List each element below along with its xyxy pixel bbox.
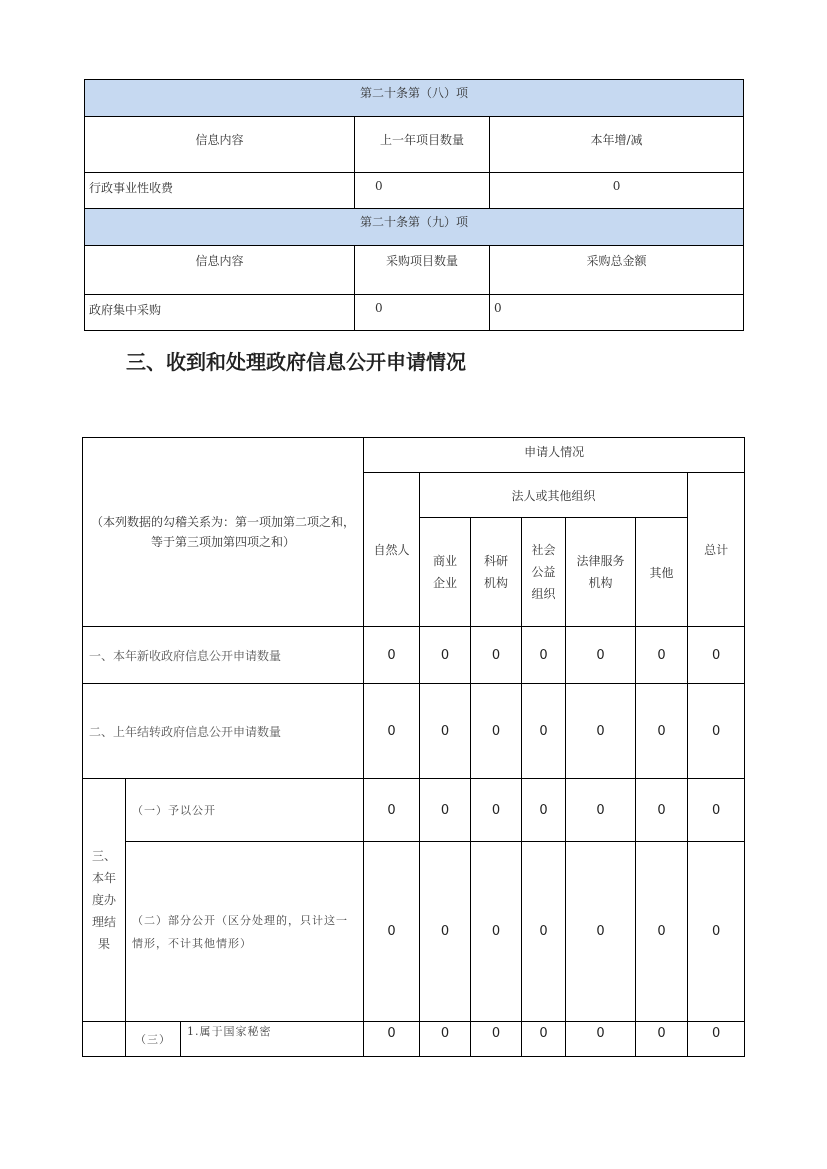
cell-value: 0 [420, 684, 471, 779]
cell-value: 0 [471, 627, 522, 684]
cell-value: 0 [688, 684, 745, 779]
cell-value: 0 [636, 627, 688, 684]
col-header-change: 本年增/减 [490, 117, 744, 173]
col-header-info-content: 信息内容 [85, 246, 355, 295]
cell-value: 0 [566, 684, 636, 779]
cell-value: 0 [420, 779, 471, 842]
cell-value: 0 [364, 1022, 420, 1057]
cell-value: 0 [636, 684, 688, 779]
disclosure-table-article20 [84, 79, 744, 331]
cell-value: 0 [420, 1022, 471, 1057]
col-header-last-year-count: 上一年项目数量 [355, 117, 490, 173]
cell-value: 0 [522, 1022, 566, 1057]
row-label-gov-procurement: 政府集中采购 [85, 295, 355, 331]
col-legal-group: 法人或其他组织 [420, 473, 688, 518]
row-prefix-not-disclosed: （三） [126, 1022, 181, 1057]
row-label-partially-disclosed: （二）部分公开（区分处理的，只计这一情形，不计其他情形） [126, 842, 364, 1022]
cell-value: 0 [364, 684, 420, 779]
applicant-header: 申请人情况 [364, 438, 745, 473]
col-business: 商业企业 [420, 518, 471, 627]
cell-value: 0 [566, 627, 636, 684]
cell-value: 0 [636, 779, 688, 842]
row-label-disclosed: （一）予以公开 [126, 779, 364, 842]
col-research: 科研机构 [471, 518, 522, 627]
cell-value: 0 [566, 842, 636, 1022]
cell-value: 0 [566, 779, 636, 842]
cell-value: 0 [688, 842, 745, 1022]
cell-value: 0 [566, 1022, 636, 1057]
cell-admin-fees-change: 0 [490, 173, 744, 209]
cell-value: 0 [522, 627, 566, 684]
col-legal-service: 法律服务机构 [566, 518, 636, 627]
row-label-new-requests: 一、本年新收政府信息公开申请数量 [83, 627, 364, 684]
table-note: （本列数据的勾稽关系为：第一项加第二项之和，等于第三项加第四项之和） [83, 438, 364, 627]
cell-value: 0 [471, 842, 522, 1022]
col-other: 其他 [636, 518, 688, 627]
disclosure-applications-table [82, 437, 745, 1057]
cell-admin-fees-count: 0 [355, 173, 490, 209]
cell-procurement-count: 0 [355, 295, 490, 331]
section-header-item8: 第二十条第（八）项 [85, 80, 744, 117]
row-group-results: 三、本年度办理结果 [83, 779, 126, 1022]
cell-value: 0 [522, 684, 566, 779]
cell-value: 0 [364, 627, 420, 684]
row-label-state-secret: 1.属于国家秘密 [181, 1022, 364, 1057]
empty-cell [83, 1022, 126, 1057]
cell-value: 0 [636, 1022, 688, 1057]
section-heading: 三、收到和处理政府信息公开申请情况 [126, 350, 466, 374]
cell-value: 0 [522, 842, 566, 1022]
cell-value: 0 [471, 1022, 522, 1057]
cell-value: 0 [522, 779, 566, 842]
cell-value: 0 [688, 1022, 745, 1057]
cell-value: 0 [420, 627, 471, 684]
cell-value: 0 [471, 684, 522, 779]
col-public-welfare: 社会公益组织 [522, 518, 566, 627]
col-header-info-content: 信息内容 [85, 117, 355, 173]
col-header-procurement-amount: 采购总金额 [490, 246, 744, 295]
col-header-procurement-count: 采购项目数量 [355, 246, 490, 295]
cell-value: 0 [636, 842, 688, 1022]
col-total: 总计 [688, 473, 745, 627]
section-header-item9: 第二十条第（九）项 [85, 209, 744, 246]
cell-value: 0 [471, 779, 522, 842]
cell-value: 0 [364, 842, 420, 1022]
cell-value: 0 [688, 627, 745, 684]
col-natural-person: 自然人 [364, 473, 420, 627]
row-label-admin-fees: 行政事业性收费 [85, 173, 355, 209]
cell-value: 0 [420, 842, 471, 1022]
cell-value: 0 [688, 779, 745, 842]
row-label-carried-over: 二、上年结转政府信息公开申请数量 [83, 684, 364, 779]
cell-value: 0 [364, 779, 420, 842]
cell-procurement-amount: 0 [490, 295, 744, 331]
